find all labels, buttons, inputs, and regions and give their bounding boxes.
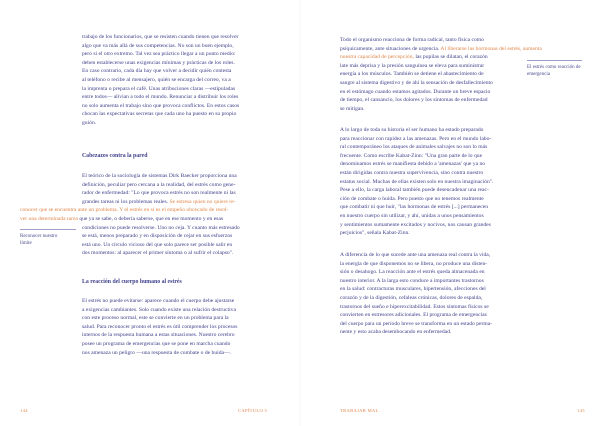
text-line: guión.	[82, 119, 97, 126]
text-line: la imprenta o prepara el café. Unas atribuciones claras —estipuladas	[82, 85, 236, 92]
text-line	[82, 189, 237, 198]
text-line: para reaccionar con rapidez a las amenazas. Pero en el mundo labo-	[340, 135, 492, 142]
text-line: nos amenaza un peligro —una respuesta de combate o de huida—.	[82, 349, 231, 356]
paragraph	[340, 126, 493, 238]
text-segment: El teórico de la sociología de sistemas Dirk Baecker proporciona una	[82, 173, 237, 179]
page-number: 145	[577, 408, 585, 413]
text-line: y sentimientos sumamente excitados y nocivos, nos causan grandes	[340, 221, 491, 228]
text-line: salud. Para reconocer pronto el estrés es útil comprender los procesos	[82, 323, 238, 330]
text-segment: Todo el organismo reacciona de forma radical, tanto física como	[340, 37, 484, 43]
text-line: en la salud: contracturas musculares, hipertensión, afecciones del	[340, 286, 486, 293]
text-line: corazón y de la digestión, cefaleas crónicas, dolores de espalda,	[340, 294, 483, 301]
text-line: pero sí el otro extremo. Tal vez sea práctico llegar a un punto medio:	[82, 51, 236, 58]
text-line	[340, 105, 542, 114]
paragraph	[82, 224, 240, 258]
text-line: deben establecerse unas exigencias mínimas y prácticas de los roles.	[82, 59, 235, 66]
text-line: frecuente. Como escribe Kabat-Zinn: "Una gran parte de lo que	[340, 152, 483, 159]
paragraph	[82, 172, 237, 206]
text-line	[340, 96, 542, 105]
page-number: 144	[20, 408, 28, 413]
text-line: algo que va más allá de sus competencias. No son un buen ejemplo,	[82, 42, 234, 49]
text-line	[82, 172, 237, 181]
text-line: En caso contrario, cada día hay que volver a decidir quién contesta	[82, 68, 232, 75]
text-line: están dirigidas contra nuestra supervivencia, sino contra nuestro	[340, 169, 484, 176]
text-line	[340, 53, 542, 62]
text-segment: que ya se sabe, o debería saberse, que en ese momento y en esas	[77, 215, 224, 222]
text-line: condiciones no puede resolverse. Uno no ceja. Y cuanto más estresado	[82, 224, 240, 231]
text-line: A lo largo de toda su historia el ser humano ha estado preparado	[340, 127, 484, 133]
text-line: está uno. Un círculo vicioso del que solo parece ser posible salir en	[82, 241, 233, 248]
text-segment: definición, peculiar pero cercana a la realidad, del estrés como gene-	[82, 181, 236, 188]
text-line: en nuestro cuerpo sin utilizar, y ahí, unidas a unos pensamientos	[340, 212, 484, 219]
text-line	[82, 198, 237, 207]
text-line: chocan las expectativas secretas que cada uno ha puesto en su propio	[82, 111, 237, 118]
right-page	[300, 0, 600, 426]
text-segment: energía a los músculos. También se detiene el abastecimiento de	[340, 71, 484, 78]
text-line: perjuicios", señala Kabat-Zinn.	[340, 230, 410, 237]
highlighted-text: Al liberarse las hormonas del estrés, aumenta	[440, 45, 542, 52]
text-line	[20, 215, 228, 224]
text-line: El estrés no puede evitarse: aparece cuando el cuerpo debe ajustarse	[82, 298, 235, 304]
text-line: internos de la respuesta humana a estas situaciones. Nuestro cerebro	[82, 332, 235, 339]
text-line: nuestro interior. A la larga esto conduce a importantes trastornos	[340, 277, 484, 284]
text-line: ción de combate o huida. Pero puesto que no tenemos realmente	[340, 195, 484, 202]
text-segment: se mitigan.	[340, 105, 365, 112]
paragraph	[340, 251, 492, 337]
text-segment: en el estómago cuando estamos agitados. Durante un breve espacio	[340, 88, 491, 95]
highlighted-text: ver una determinada tarea	[20, 215, 78, 222]
text-line: trastornos del sueño e hiperexcitabilidad. Estos síntomas físicos se	[340, 303, 489, 310]
text-line: al teléfono o recibe al mensajero, quién se encarga del correo, va a	[82, 76, 231, 83]
text-segment: sangre al sistema digestivo y de ahí la sensación de desfallecimiento	[340, 79, 493, 86]
text-segment: rador de enfermedad: "Lo que provoca estrés no son realmente ni las	[82, 190, 236, 197]
paragraph	[82, 297, 238, 357]
highlighted-text: Se estresa quien no quiere re-	[169, 198, 236, 205]
text-line: no solo aumenta el trabajo sino que provoca conflictos. En estos casos	[82, 102, 240, 109]
text-line	[340, 45, 542, 54]
sidenote-rule	[527, 60, 582, 61]
text-segment: late más deprisa y la presión sanguínea se eleva para suministrar	[340, 62, 485, 69]
text-line: dos momentos: al aparecer el primer síntoma o al sufrir el colapso".	[82, 250, 234, 257]
text-segment: grandes tareas ni los problemas reales.	[82, 198, 170, 205]
paragraph	[82, 33, 239, 128]
text-line	[340, 70, 542, 79]
text-line: del cuerpo para un período breve se transforma en un estado perma-	[340, 320, 493, 327]
text-line: estatus social. Muchas de ellas existen solo en nuestra imaginación".	[340, 178, 494, 185]
text-line	[340, 79, 542, 88]
sidenote: El estrés como reacción de emergencia	[527, 65, 581, 77]
text-line: convierten en estresores adicionales. El programa de emergencias	[340, 312, 487, 319]
text-line: nente y esto acaba desembocando en enfermedad.	[340, 329, 452, 336]
text-line	[340, 62, 542, 71]
text-line: A diferencia de lo que sucede ante una amenaza real contra la vida,	[340, 252, 491, 258]
section-heading: Cabezazos contra la pared	[82, 153, 148, 159]
text-line: se está, menos preparado y en disposición de cejar en sus esfuerzos	[82, 233, 233, 240]
text-line: Pese a ello, la carga laboral también puede desencadenar una reac-	[340, 187, 489, 194]
text-line: sión o desahogo. La reacción ante el estrés queda almacenada en	[340, 269, 485, 276]
text-line: posee un programa de emergencias que se pone en marcha cuando	[82, 340, 231, 347]
text-segment: de tiempo, el cansancio, los dolores y los síntomas de enfermedad	[340, 97, 488, 104]
text-line: con este proceso normal, este se convierte en un problema para la	[82, 315, 229, 322]
text-line	[20, 206, 228, 215]
highlighted-quote	[20, 206, 228, 223]
paragraph	[340, 36, 542, 113]
text-line	[340, 88, 542, 97]
text-line: denominamos estrés se manifiesta debido a 'amenazas' que ya no	[340, 161, 486, 168]
highlighted-text: nuestra capacidad de percepción,	[340, 54, 414, 61]
sidenote-rule	[20, 229, 76, 230]
text-line	[82, 181, 237, 190]
text-line: que combatir ni que huir, "las hormonas de estrés [...] permanecen	[340, 204, 489, 211]
text-segment: las pupilas se dilatan, el corazón	[413, 54, 488, 61]
sidenote: Reconocer nuestro límite	[20, 234, 58, 246]
text-line: ral contemporáneo los ataques de animales salvajes no son lo más	[340, 144, 488, 151]
running-head: CAPÍTULO 5	[238, 408, 268, 413]
text-line	[340, 36, 542, 45]
text-line: entre todos— alivian a todo el mundo. Renunciar a distribuir los roles	[82, 94, 239, 101]
highlighted-text: conocer que se encuentra ante un problema. Y el estrés en sí es el empeño obcecado de resol-	[20, 207, 229, 214]
text-segment: psíquicamente, ante situaciones de urgencia.	[340, 45, 441, 52]
section-heading: La reacción del cuerpo humano al estrés	[82, 279, 182, 285]
text-line: trabajo de los funcionarios, que se resisten cuando tienen que resolver	[82, 34, 239, 40]
text-line: la energía de que disponemos no se libera, no produce una disten-	[340, 260, 488, 267]
running-head: TRABAJAR MAL	[340, 408, 379, 413]
text-line: a exigencias cambiantes. Solo cuando existe una relación destructiva	[82, 306, 236, 313]
